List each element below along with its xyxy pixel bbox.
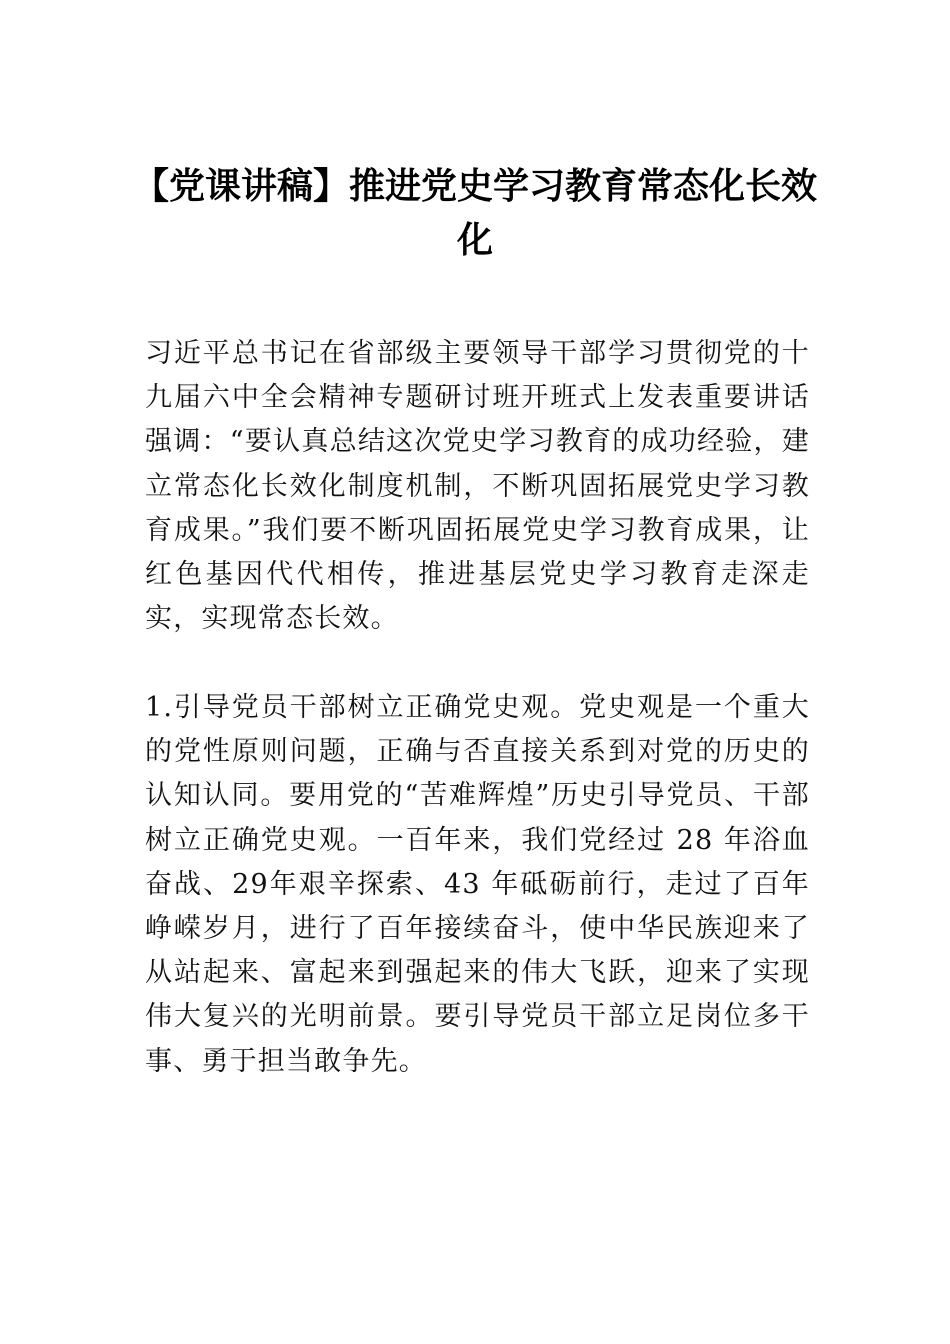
body-paragraph-point-1: 1.引导党员干部树立正确党史观。党史观是一个重大的党性原则问题，正确与否直接关系到对党的历史的认知认同。要用党的“苦难辉煌”历史引导党员、干部树立正确党史观。一百年来，我们党经过 28 年浴血奋战、29年艰辛探索、43 年砥砺前行，走过了百年峥嵘岁月，进行了百年接续奋斗，使中华民族迎来了从站起来、富起来到强起来的伟大飞跃，迎来了实现伟大复兴的光明前景。要引导党员干部立足岗位多干事、勇于担当敢争先。: [145, 692, 810, 1077]
body-paragraph-intro: 习近平总书记在省部级主要领导干部学习贯彻党的十九届六中全会精神专题研讨班开班式上发表重要讲话强调：“要认真总结这次党史学习教育的成功经验，建立常态化长效化制度机制，不断巩固拓展党史学习教育成果。”我们要不断巩固拓展党史学习教育成果，让红色基因代代相传，推进基层党史学习教育走深走实，实现常态长效。: [145, 338, 810, 635]
document-title: 【党课讲稿】推进党史学习教育常态化长效化: [132, 166, 817, 261]
